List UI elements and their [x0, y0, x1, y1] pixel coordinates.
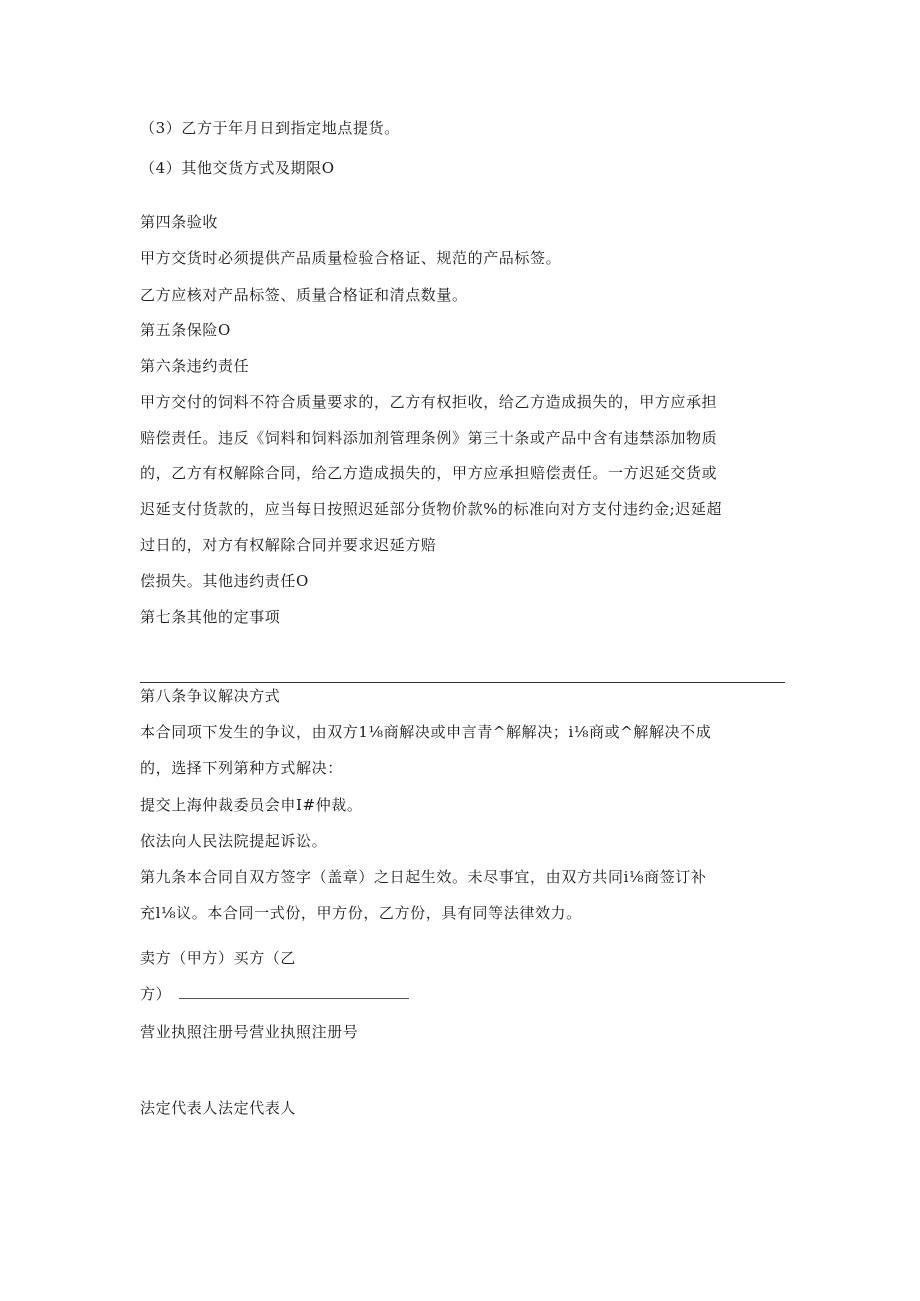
article-9-line-2: 充l⅛议。本合同一式份，甲方份，乙方份，具有同等法律效力。	[140, 904, 582, 922]
article-9-line-1: 第九条本合同自双方签字（盖章）之日起生效。未尽事宜，由双方共同i⅛商签订补	[140, 868, 707, 886]
clause-3-delivery: （3）乙方于年月日到指定地点提货。	[140, 119, 400, 137]
buyer-label-cont	[140, 984, 409, 1004]
article-8-heading: 第八条争议解决方式	[140, 687, 281, 705]
article-6-para-line-2: 赔偿责任。违反《饲料和饲料添加剂管理条例》第三十条或产品中含有违禁添加物质	[140, 429, 718, 447]
article-4-para-2: 乙方应核对产品标签、质量合格证和清点数量。	[140, 286, 468, 304]
article-8-option-2: 依法向人民法院提起诉讼。	[140, 832, 328, 850]
article-4-heading: 第四条验收	[140, 213, 219, 231]
business-license-label: 营业执照注册号营业执照注册号	[140, 1023, 359, 1041]
article-5-heading: 第五条保险O	[140, 321, 231, 339]
blank-rule	[140, 682, 785, 683]
article-6-para-line-5: 过日的，对方有权解除合同并要求迟延方赔	[140, 536, 437, 554]
article-8-para-line-2: 的，选择下列第种方式解决：	[140, 759, 343, 777]
article-6-para-line-4: 迟延支付货款的，应当每日按照迟延部分货物价款%的标准向对方支付违约金;迟延超	[140, 500, 723, 518]
article-6-heading: 第六条违约责任	[140, 357, 250, 375]
buyer-label-text: 方）	[140, 985, 172, 1003]
article-7-heading: 第七条其他的定事项	[140, 608, 281, 626]
article-8-option-1: 提交上海仲裁委员会申I#仲裁。	[140, 796, 363, 814]
article-6-para-line-3: 的，乙方有权解除合同，给乙方造成损失的，甲方应承担赔偿责任。一方迟延交货或	[140, 464, 718, 482]
article-6-para-line-6: 偿损失。其他违约责任O	[140, 572, 309, 590]
signature-blank-line	[179, 984, 409, 999]
legal-representative-label: 法定代表人法定代表人	[140, 1099, 297, 1117]
article-8-para-line-1: 本合同项下发生的争议，由双方1⅛商解决或申言青^解解决；i⅛商或^解解决不成	[140, 723, 712, 741]
clause-4-other-delivery: （4）其他交货方式及期限O	[140, 159, 335, 177]
article-4-para-1: 甲方交货时必须提供产品质量检验合格证、规范的产品标签。	[140, 249, 562, 267]
article-6-para-line-1: 甲方交付的饲料不符合质量要求的，乙方有权拒收，给乙方造成损失的，甲方应承担	[140, 393, 718, 411]
seller-buyer-label: 卖方（甲方）买方（乙	[140, 949, 297, 967]
